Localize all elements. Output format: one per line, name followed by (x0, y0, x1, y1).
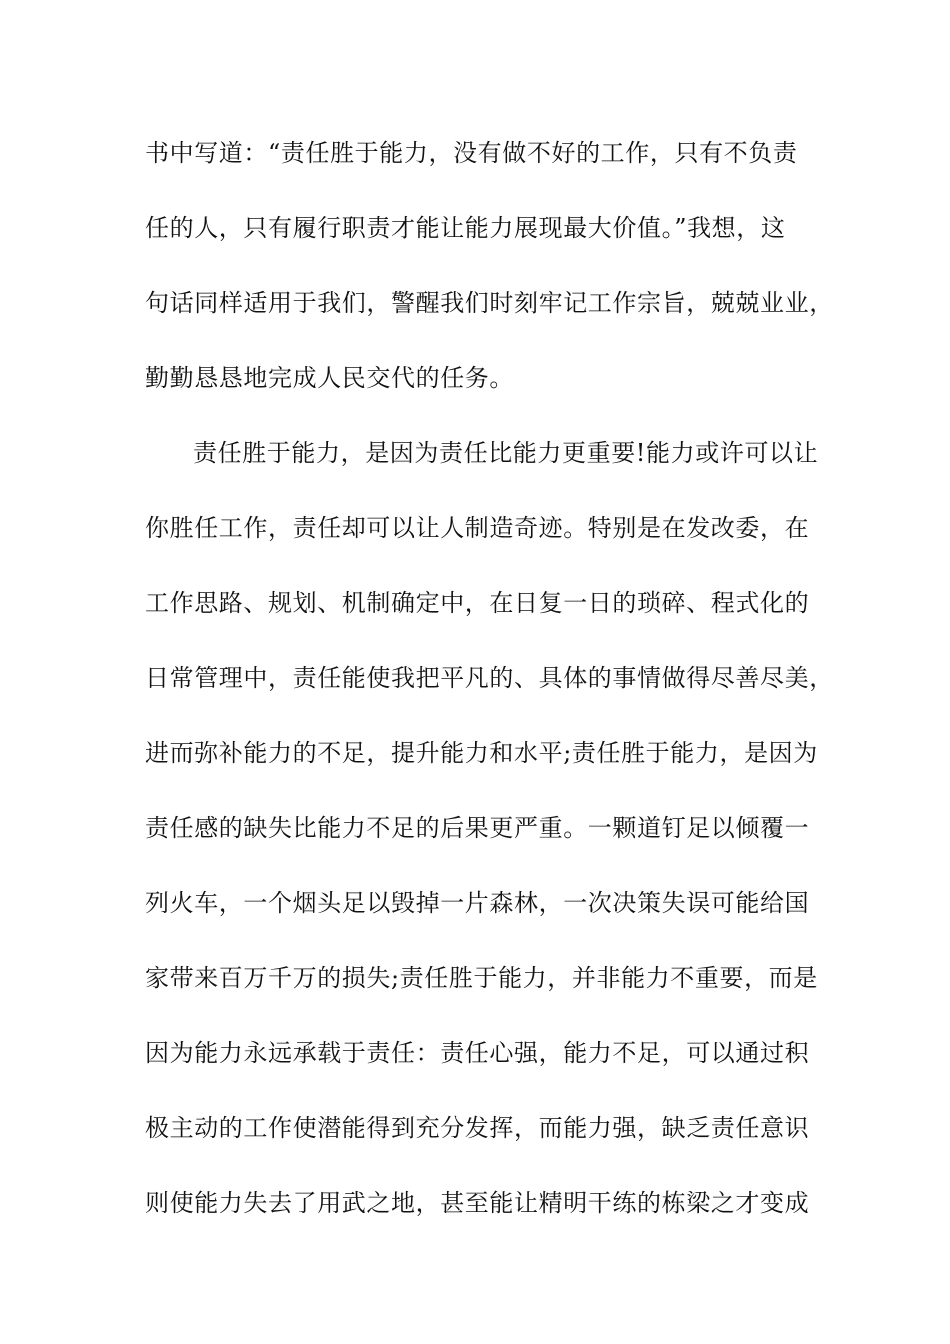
text-line: 进而弥补能力的不足，提升能力和水平;责任胜于能力，是因为 (145, 739, 818, 767)
paragraph-1 (145, 128, 834, 428)
text-line: 责任胜于能力，是因为责任比能力更重要!能力或许可以让 (193, 439, 819, 467)
text-line: 责任感的缺失比能力不足的后果更严重。一颗道钉足以倾覆一 (145, 814, 810, 842)
text-line: 任的人，只有履行职责才能让能力展现最大价值。”我想，这 (145, 214, 786, 242)
text-line: 列火车，一个烟头足以毁掉一片森林，一次决策失误可能给国 (145, 889, 810, 917)
text-line: 日常管理中，责任能使我把平凡的、具体的事情做得尽善尽美， (145, 664, 834, 692)
body-text (145, 128, 834, 1253)
text-line: 书中写道：“责任胜于能力，没有做不好的工作，只有不负责 (145, 139, 798, 167)
text-line: 勤勤恳恳地完成人民交代的任务。 (145, 364, 514, 392)
text-line: 你胜任工作，责任却可以让人制造奇迹。特别是在发改委，在 (145, 514, 810, 542)
text-line: 极主动的工作使潜能得到充分发挥，而能力强，缺乏责任意识 (145, 1114, 810, 1142)
text-line: 家带来百万千万的损失;责任胜于能力，并非能力不重要，而是 (145, 964, 818, 992)
text-line: 则使能力失去了用武之地，甚至能让精明干练的栋梁之才变成 (145, 1189, 810, 1217)
paragraph-2 (145, 428, 834, 1253)
text-line: 因为能力永远承载于责任：责任心强，能力不足，可以通过积 (145, 1039, 810, 1067)
text-line: 句话同样适用于我们，警醒我们时刻牢记工作宗旨，兢兢业业， (145, 289, 834, 317)
text-line: 工作思路、规划、机制确定中，在日复一日的琐碎、程式化的 (145, 589, 810, 617)
